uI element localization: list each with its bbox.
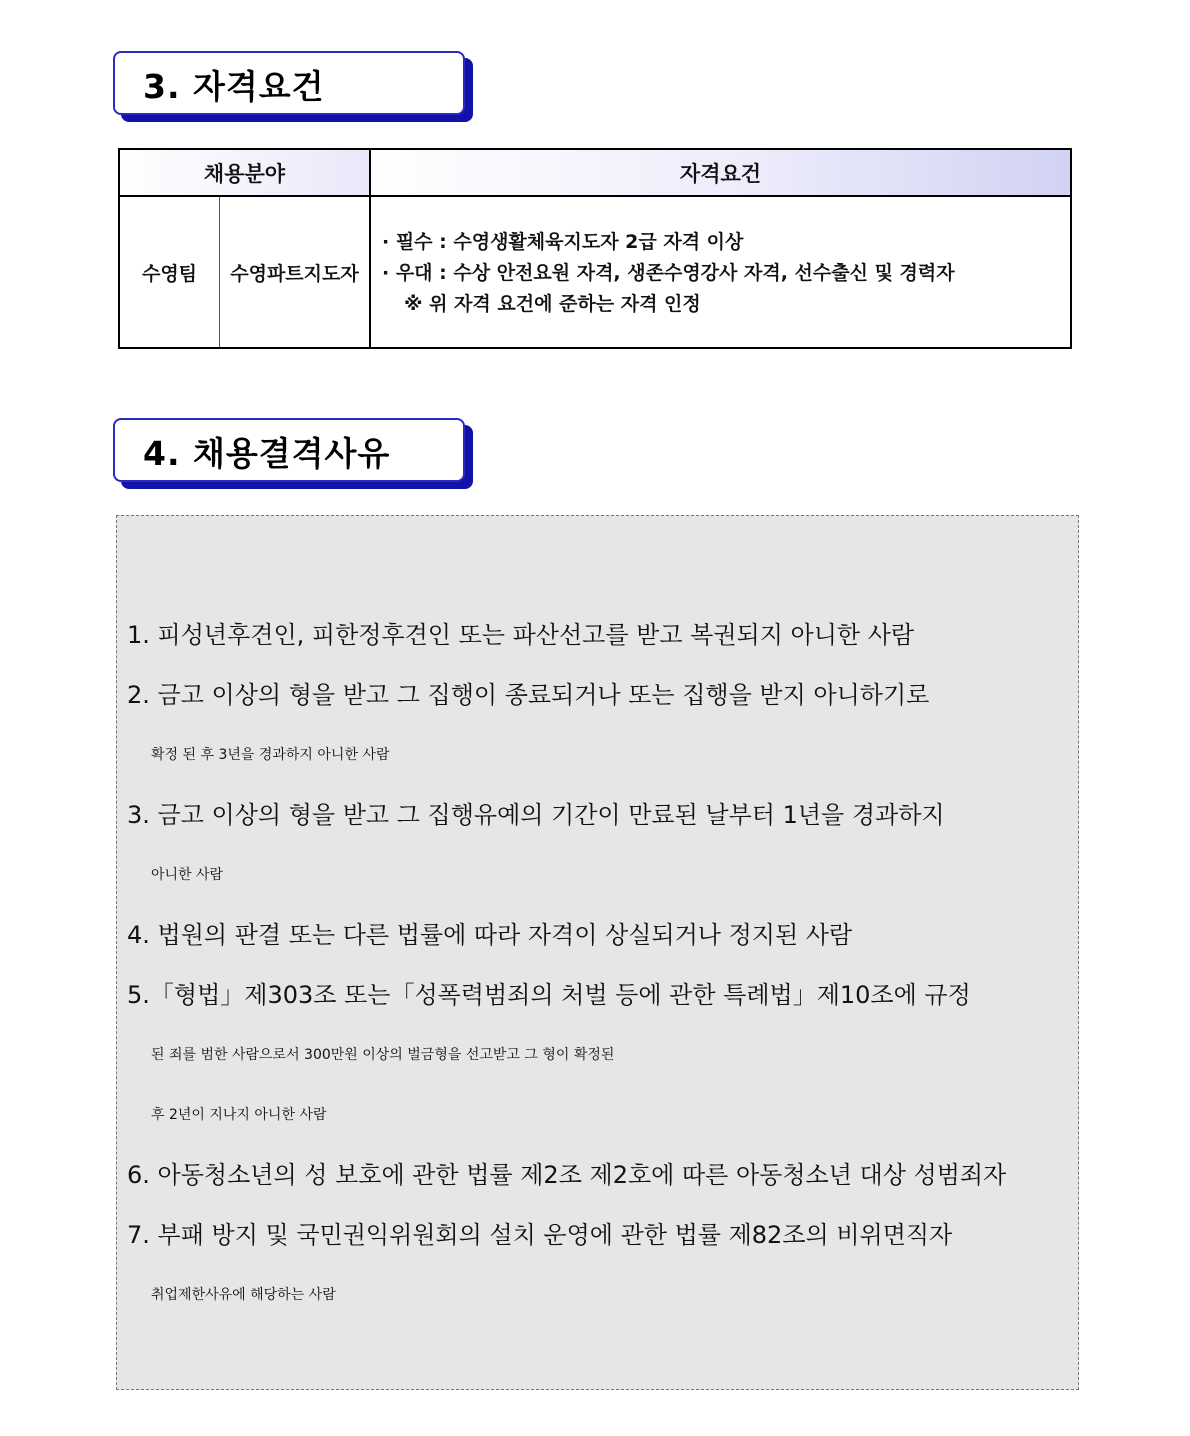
disqualification-list	[127, 605, 1070, 1325]
cell-team: 수영팀	[120, 197, 220, 347]
list-item-continuation: 된 죄를 범한 사람으로서 300만원 이상의 벌금형을 선고받고 그 형이 확정된	[151, 1047, 615, 1063]
list-item: 2. 금고 이상의 형을 받고 그 집행이 종료되거나 또는 집행을 받지 아니하기로	[127, 681, 930, 709]
table-row	[120, 197, 1070, 347]
requirement-mandatory: · 필수 : 수영생활체육지도자 2급 자격 이상	[382, 231, 744, 253]
cell-requirements	[382, 227, 1060, 320]
list-item: 5.「형법」제303조 또는「성폭력범죄의 처벌 등에 관한 특례법」제10조에 규정	[127, 981, 971, 1009]
list-item: 3. 금고 이상의 형을 받고 그 집행유예의 기간이 만료된 날부터 1년을 경과하지	[127, 801, 945, 829]
cell-role: 수영파트지도자	[220, 197, 371, 347]
list-item-continuation: 후 2년이 지나지 아니한 사람	[151, 1107, 327, 1123]
qualification-table	[118, 148, 1072, 349]
requirement-note: ※ 위 자격 요건에 준하는 자격 인정	[404, 293, 701, 315]
disqualification-box	[116, 515, 1079, 1390]
section-3-header	[113, 51, 465, 115]
section-3-title: 3. 자격요건	[143, 67, 325, 106]
section-4-title: 4. 채용결격사유	[143, 434, 391, 473]
list-item-continuation: 확정 된 후 3년을 경과하지 아니한 사람	[151, 747, 390, 763]
list-item-continuation: 아니한 사람	[151, 867, 224, 883]
header-field: 채용분야	[120, 150, 371, 195]
requirement-preferred: · 우대 : 수상 안전요원 자격, 생존수영강사 자격, 선수출신 및 경력자	[382, 262, 955, 284]
table-header-row	[120, 150, 1070, 197]
list-item: 4. 법원의 판결 또는 다른 법률에 따라 자격이 상실되거나 정지된 사람	[127, 921, 853, 949]
list-item: 1. 피성년후견인, 피한정후견인 또는 파산선고를 받고 복권되지 아니한 사람	[127, 621, 915, 649]
list-item-continuation: 취업제한사유에 해당하는 사람	[151, 1287, 336, 1303]
list-item: 7. 부패 방지 및 국민권익위원회의 설치 운영에 관한 법률 제82조의 비위면직자	[127, 1221, 953, 1249]
header-requirement: 자격요건	[371, 150, 1070, 195]
section-4-header	[113, 418, 465, 482]
list-item: 6. 아동청소년의 성 보호에 관한 법률 제2조 제2호에 따른 아동청소년 대상 성범죄자	[127, 1161, 1007, 1189]
